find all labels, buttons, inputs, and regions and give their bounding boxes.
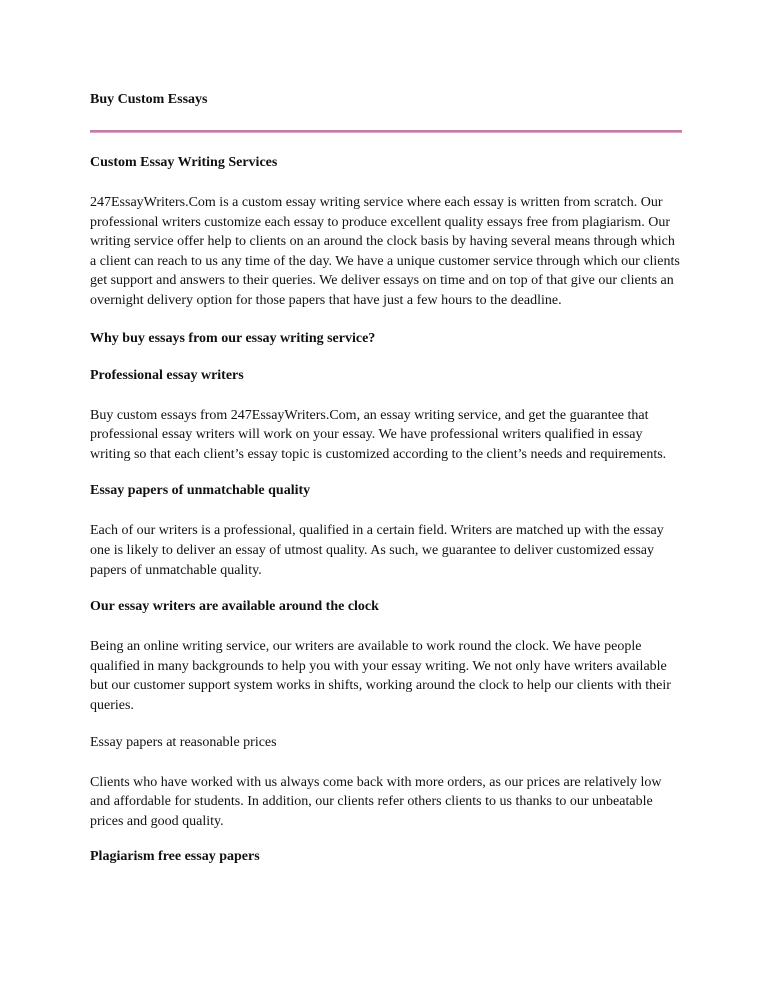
document-page: [90, 90, 682, 867]
section-heading-plagiarism-free: Plagiarism free essay papers: [90, 849, 260, 865]
paragraph-intro: 247EssayWriters.Com is a custom essay writing service where each essay is written from scratch. Our professional writers customize each essay to produce excellent quality essays free from plagiarism. Our writing service offer help to clients on an around the clock basis by having several means through which a client can reach to us any time of the day. We have a unique customer service through which our clients get support and answers to their queries. We deliver essays on time and on top of that give our clients an overnight delivery option for those papers that have just a few hours to the deadline.: [90, 195, 680, 308]
section-heading-unmatchable-quality: Essay papers of unmatchable quality: [90, 483, 311, 499]
paragraph-professional-writers: Buy custom essays from 247EssayWriters.Com, an essay writing service, and get the guarantee that professional essay writers will work on your essay. We have professional writers qualified in essay writing so that each client’s essay topic is customized according to the client’s needs and requirements.: [90, 407, 667, 462]
section-heading-around-the-clock: Our essay writers are available around the clock: [90, 599, 379, 615]
section-heading-custom-essay-writing-services: Custom Essay Writing Services: [90, 155, 278, 170]
paragraph-reasonable-prices: Clients who have worked with us always come back with more orders, as our prices are relatively low and affordable for students. In addition, our clients refer others clients to us thanks to our unbeatable prices and good quality.: [90, 774, 662, 829]
title-divider: [90, 130, 682, 133]
section-heading-reasonable-prices: Essay papers at reasonable prices: [90, 734, 277, 750]
section-heading-professional-writers: Professional essay writers: [90, 367, 244, 383]
section-heading-why-buy: Why buy essays from our essay writing service?: [90, 330, 376, 346]
paragraph-unmatchable-quality: Each of our writers is a professional, qualified in a certain field. Writers are matched up with the essay one is likely to deliver an essay of utmost quality. As such, we guarantee to deliver customized essay papers of unmatchable quality.: [90, 523, 664, 578]
document-title: Buy Custom Essays: [90, 92, 208, 107]
paragraph-around-the-clock: Being an online writing service, our writers are available to work round the clock. We have people qualified in many backgrounds to help you with your essay writing. We not only have writers available but our customer support system works in shifts, working around the clock to help our clients with their queries.: [90, 639, 671, 713]
